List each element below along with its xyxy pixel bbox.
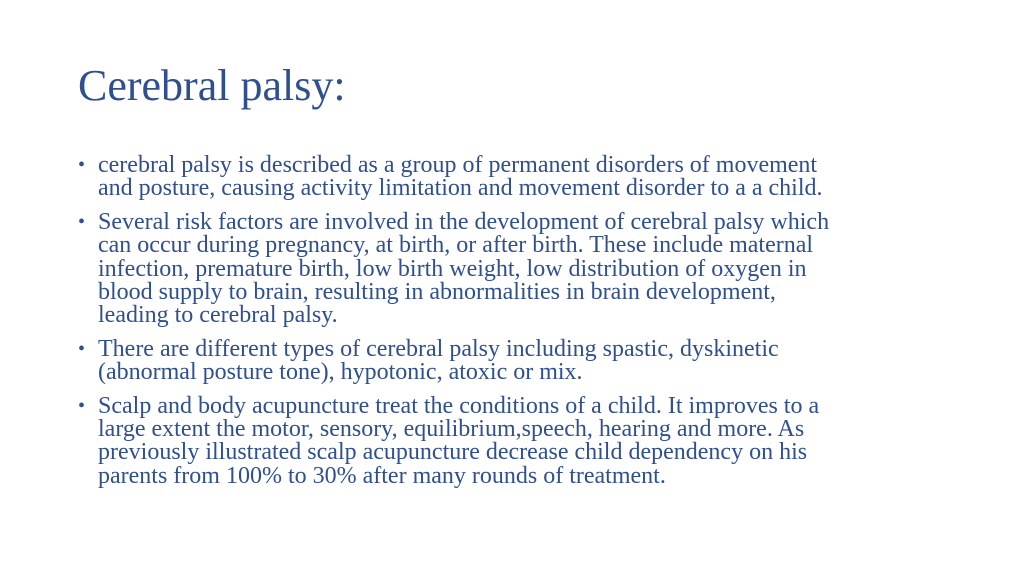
bullet-item-1 bbox=[76, 154, 956, 201]
bullet-1-line-1: cerebral palsy is described as a group of permanent disorders of movement bbox=[98, 152, 818, 178]
bullet-3-line-2: (abnormal posture tone), hypotonic, atoxic or mix. bbox=[98, 359, 583, 386]
bullet-4-line-4: parents from 100% to 30% after many rounds of treatment. bbox=[98, 462, 666, 489]
bullet-dot-icon: • bbox=[78, 337, 86, 360]
bullet-list bbox=[76, 154, 956, 498]
bullet-2-line-2: can occur during pregnancy, at birth, or after birth. These include maternal bbox=[98, 232, 814, 259]
bullet-dot-icon: • bbox=[78, 154, 86, 176]
bullet-4-line-1: Scalp and body acupuncture treat the conditions of a child. It improves to a bbox=[98, 392, 820, 419]
bullet-4-line-2: large extent the motor, sensory, equilibrium,speech, hearing and more. As bbox=[98, 416, 805, 443]
bullet-1-line-2: and posture, causing activity limitation and movement disorder to a a child. bbox=[98, 175, 823, 202]
bullet-2-line-1: Several risk factors are involved in the development of cerebral palsy which bbox=[98, 208, 830, 235]
slide-title: Cerebral palsy: bbox=[78, 61, 346, 110]
bullet-item-2 bbox=[76, 208, 956, 329]
bullet-item-3 bbox=[76, 335, 956, 386]
bullet-item-4 bbox=[76, 392, 956, 489]
bullet-2-line-5: leading to cerebral palsy. bbox=[98, 302, 338, 329]
bullet-2-line-3: infection, premature birth, low birth weight, low distribution of oxygen in bbox=[98, 255, 807, 282]
bullet-dot-icon: • bbox=[78, 210, 86, 233]
bullet-dot-icon: • bbox=[78, 394, 86, 417]
bullet-2-line-4: blood supply to brain, resulting in abnormalities in brain development, bbox=[98, 279, 776, 306]
bullet-4-line-3: previously illustrated scalp acupuncture decrease child dependency on his bbox=[98, 439, 808, 466]
bullet-3-line-1: There are different types of cerebral palsy including spastic, dyskinetic bbox=[98, 335, 779, 362]
